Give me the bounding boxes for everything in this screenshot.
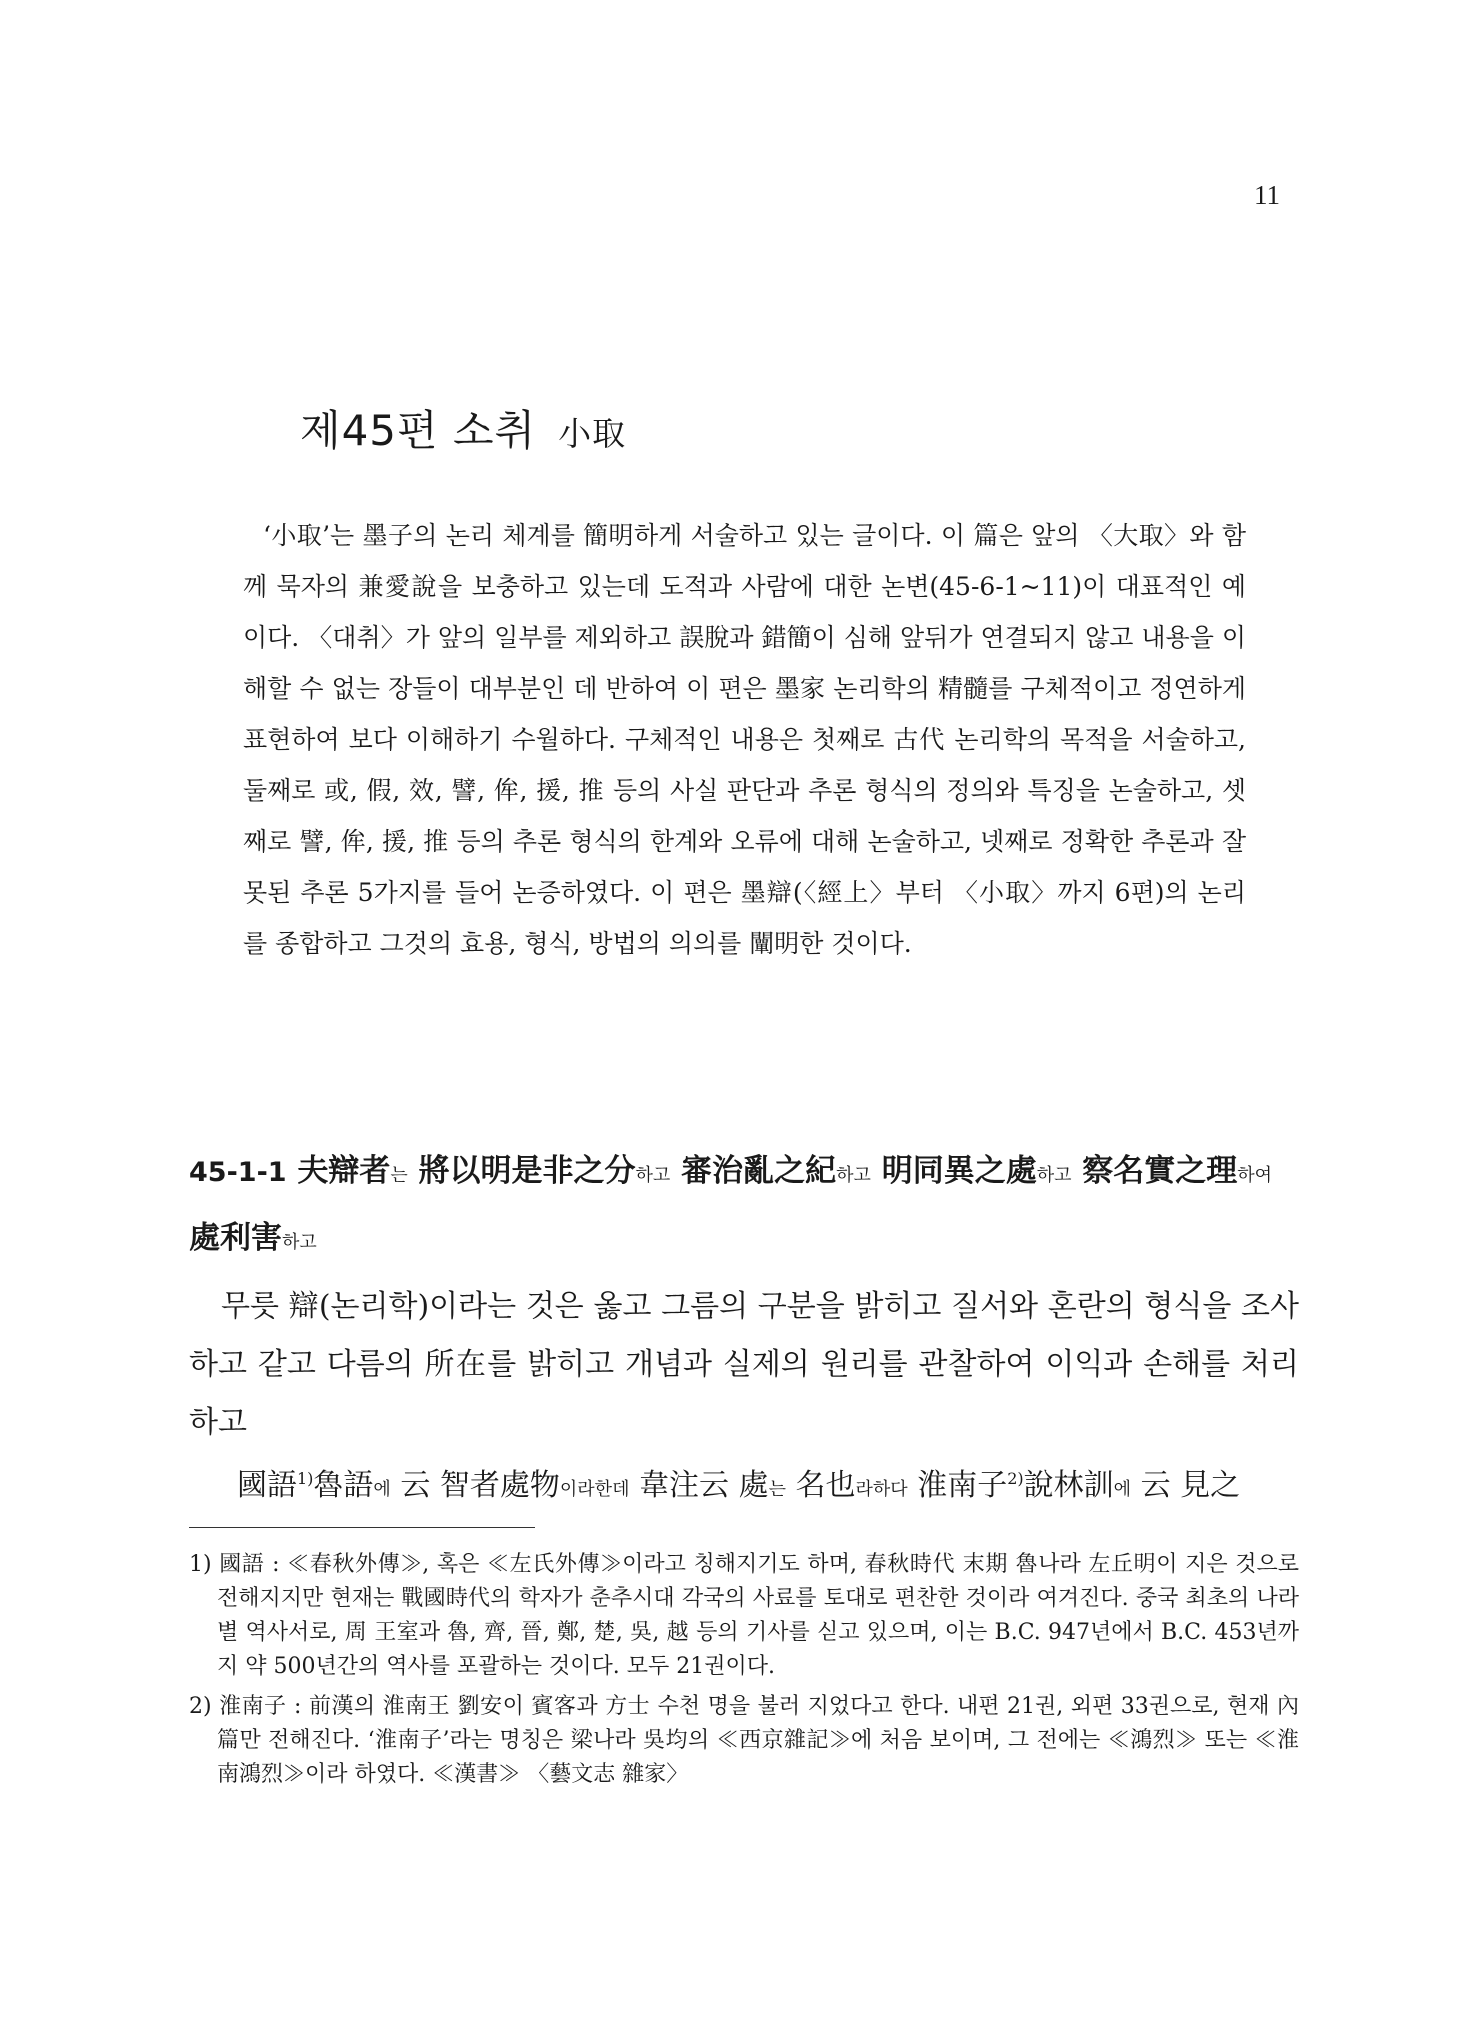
passage-segment: 將以明是非之分 — [418, 1153, 636, 1189]
commentary-segment: 云 智者處物 — [400, 1468, 560, 1503]
passage-segment: 察名實之理 — [1082, 1153, 1238, 1189]
footnotes — [189, 1548, 1299, 1798]
passage-segment: 處利害 — [189, 1220, 282, 1256]
passage-particle: 하고 — [635, 1165, 671, 1186]
passage-particle: 하여 — [1237, 1165, 1273, 1186]
chapter-intro-paragraph: ‘小取’는 墨子의 논리 체계를 簡明하게 서술하고 있는 글이다. 이 篇은 앞의 〈大取〉와 함께 묵자의 兼愛說을 보충하고 있는데 도적과 사람에 대한 논변(45-6-1~11)이 대표적인 예이다. 〈대취〉가 앞의 일부를 제외하고 誤脫과 錯簡이 심해 앞뒤가 연결되지 않고 내용을 이해할 수 없는 장들이 대부분인 데 반하여 이 편은 墨家 논리학의 精髓를 구체적이고 정연하게 표현하여 보다 이해하기 수월하다. 구체적인 내용은 첫째로 古代 논리학의 목적을 서술하고, 둘째로 或, 假, 效, 譬, 侔, 援, 推 등의 사실 판단과 추론 형식의 정의와 특징을 논술하고, 셋째로 譬, 侔, 援, 推 등의 추론 형식의 한계와 오류에 대해 논술하고, 넷째로 정확한 추론과 잘못된 추론 5가지를 들어 논증하였다. 이 편은 墨辯(〈經上〉부터 〈小取〉까지 6편)의 논리를 종합하고 그것의 효용, 형식, 방법의 의의를 闡明한 것이다. — [243, 521, 1246, 958]
commentary-segment: 說林訓 — [1023, 1468, 1114, 1503]
chapter-title-korean: 제45편 소취 — [300, 406, 537, 455]
commentary-particle: 라하다 — [855, 1479, 908, 1500]
commentary-segment: 魯語 — [313, 1468, 374, 1503]
passage-segment: 明同異之處 — [881, 1153, 1037, 1189]
chapter-title-hanja: 小取 — [558, 414, 627, 453]
commentary-line — [189, 1450, 1299, 1519]
commentary-segment: 淮南子 — [917, 1468, 1008, 1503]
commentary-segment: 國語 — [237, 1468, 297, 1503]
commentary-particle: 이라한데 — [559, 1479, 630, 1500]
passage-number: 45-1-1 — [189, 1157, 287, 1188]
passage-particle: 는 — [390, 1165, 408, 1186]
commentary-segment: 韋注云 處 — [639, 1468, 769, 1503]
footnote-item: 1) 國語 : ≪春秋外傳≫, 혹은 ≪左氏外傳≫이라고 칭해지기도 하며, 春秋時代 末期 魯나라 左丘明이 지은 것으로 전해지지만 현재는 戰國時代의 학자가 춘추시대 각국의 사료를 토대로 편찬한 것이라 여겨진다. 중국 최초의 나라별 역사서로, 周 王室과 魯, 齊, 晉, 鄭, 楚, 吳, 越 등의 기사를 싣고 있으며, 이는 B.C. 947년에서 B.C. 453년까지 약 500년간의 역사를 포괄하는 것이다. 모두 21권이다. — [189, 1552, 1299, 1679]
commentary-particle: 에 — [1113, 1479, 1132, 1500]
passage-particle: 하고 — [836, 1165, 871, 1186]
footnote-ref[interactable]: 2) — [1007, 1469, 1024, 1488]
passage-original-text — [189, 1140, 1299, 1274]
chapter-title — [300, 398, 626, 458]
commentary-particle: 는 — [768, 1479, 786, 1500]
passage-segment: 審治亂之紀 — [681, 1153, 837, 1189]
commentary-segment: 名也 — [795, 1468, 856, 1503]
footnote-item: 2) 淮南子 : 前漢의 淮南王 劉安이 賓客과 方士 수천 명을 불러 지었다고 한다. 내편 21권, 외편 33권으로, 현재 內篇만 전해진다. ‘淮南子’라는 명칭은 梁나라 吳均의 ≪西京雜記≫에 처음 보이며, 그 전에는 ≪鴻烈≫ 또는 ≪淮南鴻烈≫이라 하였다. ≪漢書≫ 〈藝文志 雜家〉 — [189, 1694, 1299, 1787]
passage-particle: 하고 — [282, 1232, 317, 1253]
commentary-particle: 에 — [373, 1479, 391, 1500]
passage-segment: 夫辯者 — [297, 1153, 391, 1189]
commentary-segment: 云 見之 — [1140, 1468, 1241, 1503]
passage-particle: 하고 — [1036, 1165, 1072, 1186]
footnote-ref[interactable]: 1) — [297, 1469, 314, 1488]
footnote-divider — [189, 1527, 535, 1528]
page-number: 11 — [1254, 180, 1280, 210]
passage-translation: 무릇 辯(논리학)이라는 것은 옳고 그름의 구분을 밝히고 질서와 혼란의 형식을 조사하고 같고 다름의 所在를 밝히고 개념과 실제의 원리를 관찰하여 이익과 손해를 처리하고 — [189, 1289, 1299, 1440]
